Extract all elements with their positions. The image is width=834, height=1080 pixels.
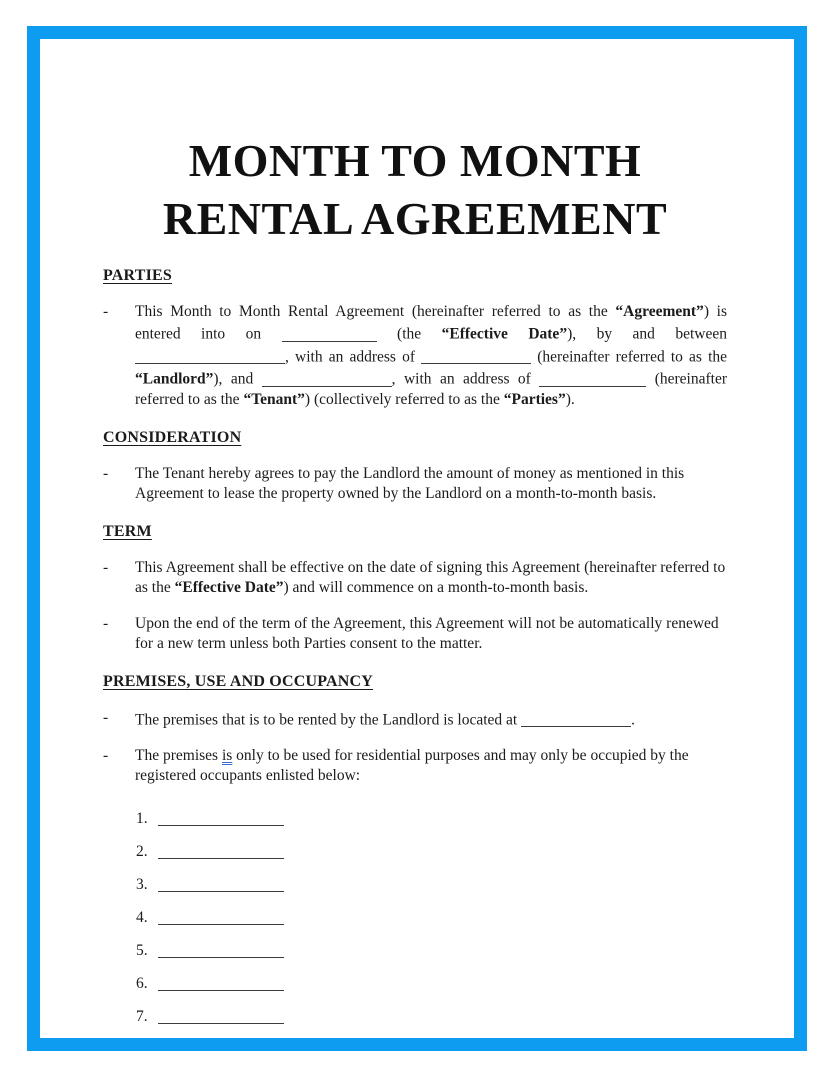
section-parties [103,266,727,410]
occupant-blank-line [158,941,284,958]
occupant-number: 7. [136,1007,148,1025]
occupant-number: 6. [136,974,148,992]
section-heading-parties: PARTIES [103,267,173,284]
bullet-marker: - [103,303,109,320]
blank-line [539,370,646,387]
bullet-item [103,302,727,410]
document-title-line2: RENTAL AGREEMENT [162,193,668,244]
bullet-marker: - [103,614,109,632]
bullet-text-premises-1: The premises that is to be rented by the Landlord is located at . [135,711,635,728]
occupant-row-5 [136,938,727,958]
occupant-number: 3. [136,875,148,893]
occupant-blank-line [158,842,284,859]
occupant-list [103,806,727,1024]
document-title [103,132,727,248]
occupant-number: 2. [136,842,148,860]
occupant-blank-line [158,875,284,892]
bullet-text-term-2: Upon the end of the term of the Agreement, this Agreement will not be automatically renewed for a new term unless both Parties consent to the matter. [135,614,719,652]
section-heading-consideration: CONSIDERATION [103,428,242,446]
document-title-line1: MONTH TO MONTH [188,135,642,186]
occupant-number: 4. [136,908,148,926]
occupant-row-2 [136,839,727,859]
blank-line [421,348,531,365]
bullet-item [103,464,727,504]
occupant-number: 1. [136,809,148,827]
section-consideration [103,428,727,504]
occupant-row-3 [136,872,727,892]
bullet-item [103,746,727,786]
bullet-item [103,708,727,731]
occupant-number: 5. [136,941,148,959]
bullet-text-consideration-1: The Tenant hereby agrees to pay the Landlord the amount of money as mentioned in this Agreement to lease the property owned by the Landlord on a month-to-month basis. [135,464,685,502]
blank-line [282,325,377,342]
section-heading-term: TERM [103,522,152,540]
blank-line [262,370,392,387]
occupant-row-4 [136,905,727,925]
bullet-item [103,614,727,654]
bullet-marker: - [103,558,109,576]
bullet-item [103,558,727,598]
bullet-marker: - [103,747,109,764]
bullet-marker: - [103,708,109,726]
occupant-blank-line [158,974,284,991]
occupant-blank-line [158,908,284,925]
bullet-text-premises-2: The premises is only to be used for residential purposes and may only be occupied by the registered occupants enlisted below: [135,747,689,784]
blank-line [135,348,285,365]
bullet-text-term-1: This Agreement shall be effective on the date of signing this Agreement (hereinafter referred to as the “Effective Date”) and will commence on a month-to-month basis. [135,558,726,596]
bullet-text-parties-1: This Month to Month Rental Agreement (hereinafter referred to as the “Agreement”) is entered into on (the “Effective Date”), by and between , with an address of (hereinafter referred to as the “Landlord”), and , with an address of (hereinafter referred to as the “Tenant”) (collectively referred to as the “Parties”). [135,303,727,408]
section-term [103,522,727,654]
bullet-marker: - [103,464,109,482]
occupant-row-7 [136,1004,727,1024]
section-premises [103,672,727,1025]
occupant-row-1 [136,806,727,826]
occupant-blank-line [158,809,284,826]
occupant-blank-line [158,1007,284,1024]
section-heading-premises: PREMISES, USE AND OCCUPANCY [103,672,374,690]
occupant-row-6 [136,971,727,991]
blank-line [521,711,631,728]
document-content [40,40,794,1037]
